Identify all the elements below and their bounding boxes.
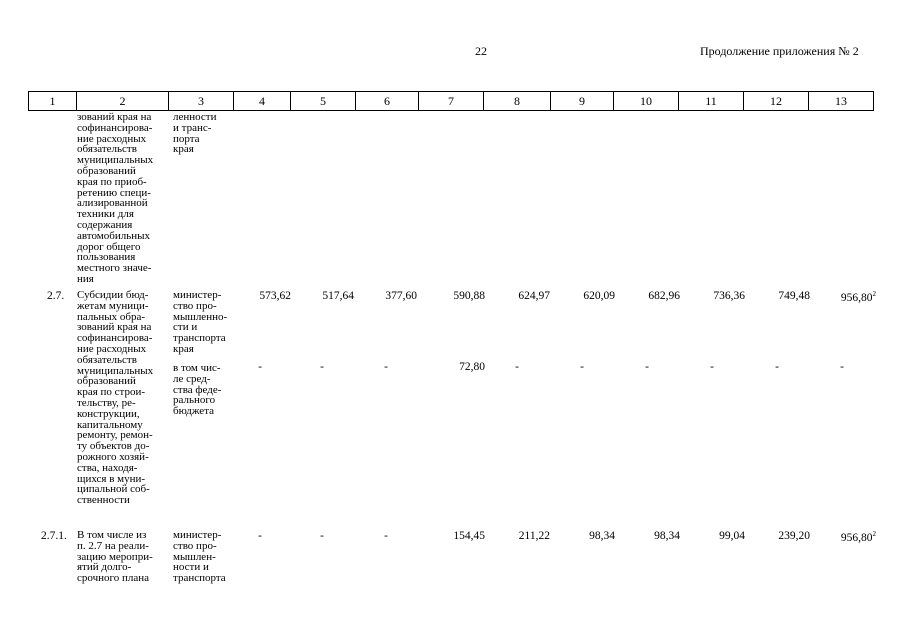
- value-b-col-12: -: [775, 361, 779, 373]
- value-b-col-4: -: [258, 361, 262, 373]
- header-col-8: 8: [483, 92, 550, 110]
- value-b-col-8: -: [515, 361, 519, 373]
- header-col-1: 1: [28, 92, 76, 110]
- footnote-marker: 2: [872, 290, 876, 298]
- header-col-13: 13: [808, 92, 874, 110]
- row-responsible: министер- ство про- мышленно- сти и транспорта края: [173, 289, 228, 355]
- value-b-col-6: -: [384, 361, 388, 373]
- value-col-6: -: [384, 530, 388, 542]
- value-col-8: 624,97: [518, 290, 550, 302]
- continuation-description: зований края на софинансирова- ние расходных обязательств муниципальных образований края по приоб- ретению специ- ализированной техники для содержания автомобильных дорог общего пользования местного значе- ния: [77, 111, 154, 285]
- value-col-4: -: [258, 530, 262, 542]
- value-col-7: 154,45: [453, 530, 485, 542]
- annex-continuation-title: Продолжение приложения № 2: [700, 44, 859, 58]
- value-col-7: 590,88: [453, 290, 485, 302]
- header-col-4: 4: [233, 92, 290, 110]
- header-col-10: 10: [613, 92, 678, 110]
- value-col-12: 749,48: [778, 290, 810, 302]
- footnote-marker: 2: [872, 530, 876, 538]
- row-description: В том числе из п. 2.7 на реали- зацию меропри- ятий долго- срочного плана: [77, 529, 153, 585]
- value-b-col-13: -: [840, 361, 844, 373]
- row-description: Субсидии бюд- жетам муници- пальных обра- зований края на софинансирова- ние расходных обязательств муниципальных образований края по строи- тельству, ре- конструкции, капитальному ремонту, ремон- ту объектов до- рожного хозяй- ства, находя- щихся в муни- ципальной соб- ственности: [77, 289, 154, 507]
- header-col-11: 11: [678, 92, 743, 110]
- header-col-2: 2: [76, 92, 168, 110]
- value-col-10: 98,34: [654, 530, 680, 542]
- header-col-12: 12: [743, 92, 808, 110]
- value-col-5: -: [320, 530, 324, 542]
- header-col-3: 3: [168, 92, 233, 110]
- value-col-8: 211,22: [518, 530, 550, 542]
- value-col-9: 98,34: [589, 530, 615, 542]
- header-col-6: 6: [355, 92, 418, 110]
- value-col-4: 573,62: [259, 290, 291, 302]
- value-col-13: 956,80$^2$: [840, 290, 876, 304]
- value-col-9: 620,09: [583, 290, 615, 302]
- row-federal-note: в том чис- ле сред- ства феде- рального бюджета: [173, 362, 222, 418]
- value-col-6: 377,60: [385, 290, 417, 302]
- value-col-11: 99,04: [719, 530, 745, 542]
- value-b-col-10: -: [645, 361, 649, 373]
- continuation-responsible: ленности и транс- порта края: [173, 111, 217, 156]
- value-col-11: 736,36: [713, 290, 745, 302]
- table-header-row: [28, 91, 874, 111]
- header-col-7: 7: [418, 92, 483, 110]
- value-col-10: 682,96: [648, 290, 680, 302]
- value-b-col-11: -: [710, 361, 714, 373]
- value-col-5: 517,64: [322, 290, 354, 302]
- row-responsible: министер- ство про- мышлен- ности и транспорта: [173, 530, 226, 584]
- header-col-5: 5: [290, 92, 355, 110]
- header-col-9: 9: [550, 92, 613, 110]
- value-b-col-7: 72,80: [459, 361, 485, 373]
- row-number: 2.7.1.: [41, 530, 67, 542]
- value-col-12: 239,20: [778, 530, 810, 542]
- value-b-col-9: -: [580, 361, 584, 373]
- value-b-col-5: -: [320, 361, 324, 373]
- page-number: 22: [475, 44, 487, 58]
- row-number: 2.7.: [47, 290, 65, 302]
- value-col-13: 956,80$^2$: [840, 530, 876, 544]
